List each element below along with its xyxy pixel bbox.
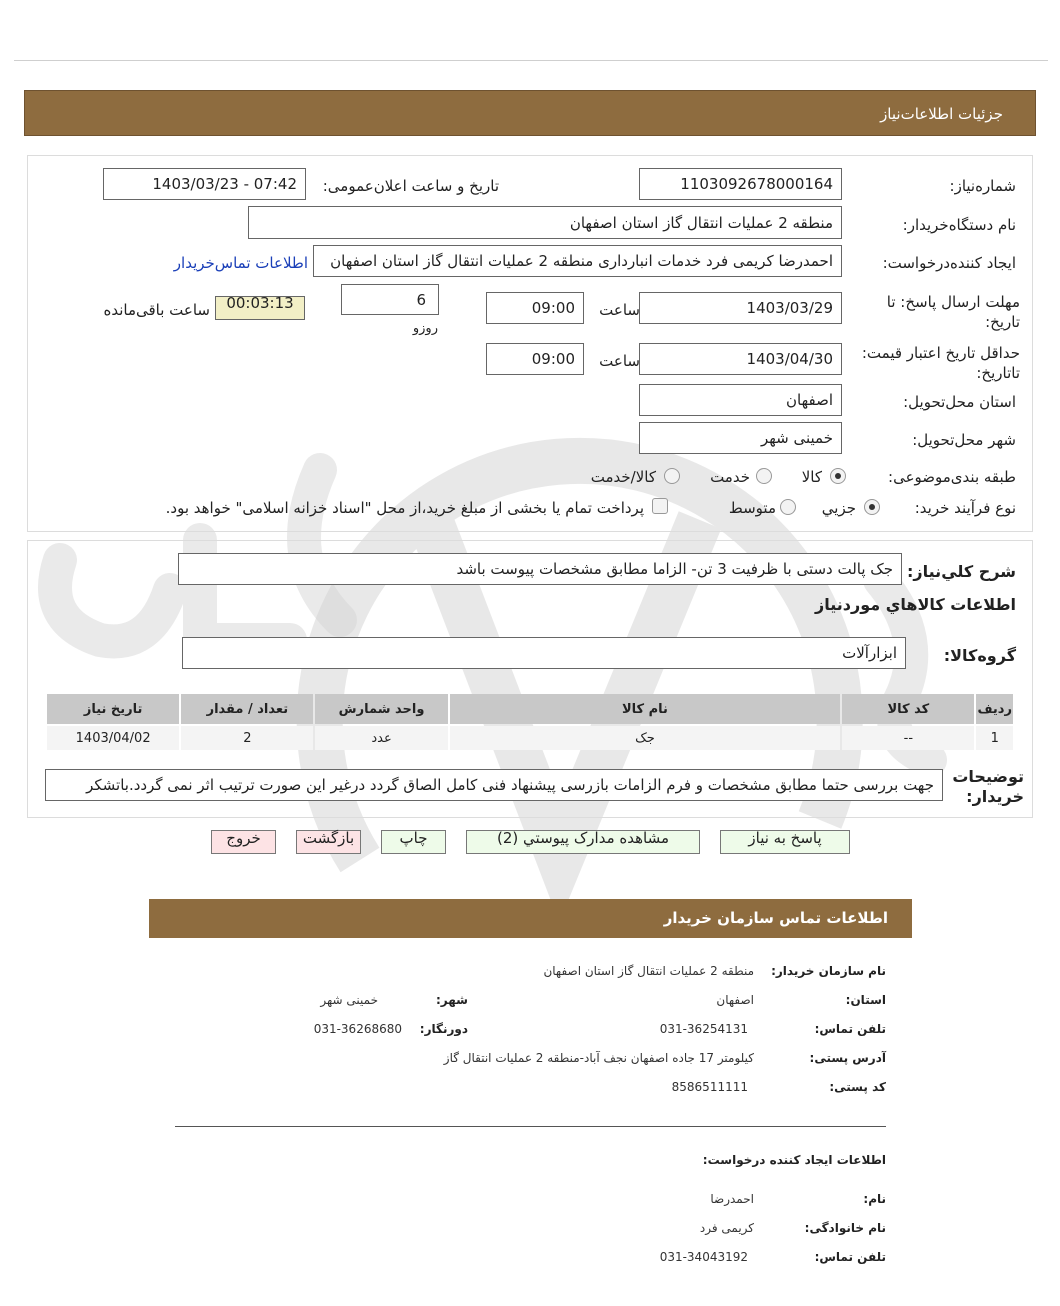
treasury-payment-note: پرداخت تمام یا بخشی از مبلغ خرید،از محل "اسناد خزانه اسلامی" خواهد بود. [165, 499, 644, 517]
contact-fax: 031-36268680 [313, 1022, 402, 1036]
col-name: نام کالا [450, 694, 841, 724]
creator-family: کریمی فرد [699, 1221, 754, 1235]
group-label: گروه‌کالا: [943, 646, 1016, 665]
summary-label: شرح کلي‌نیاز: [907, 562, 1016, 581]
validity-time-field: 09:00 [486, 343, 584, 375]
validity-time-label: ساعت [599, 352, 640, 370]
exit-button[interactable]: خروج [211, 830, 276, 854]
goods-info-title: اطلاعات کالاهاي موردنیاز [815, 595, 1016, 614]
notes-field: جهت بررسی حتما مطابق مشخصات و فرم الزامات بازرسی پیشنهاد فنی کامل الصاق گردد درغیر این صورت ترتیب اثر نمی گردد.باتشکر [45, 769, 943, 801]
buyer-contact-link[interactable]: اطلاعات تماس‌خریدار [173, 254, 308, 272]
print-button[interactable]: چاپ [381, 830, 446, 854]
col-unit: واحد شمارش [315, 694, 447, 724]
items-table [45, 692, 1015, 752]
process-option-medium: متوسط [728, 499, 776, 517]
notes-label: توضیحات خریدار: [952, 767, 1024, 806]
remaining-timer: 00:03:13 [215, 296, 305, 320]
process-option-minor: جزیي [821, 499, 856, 517]
deadline-label: مهلت ارسال پاسخ: تا تاریخ: [886, 293, 1020, 331]
group-field: ابزارآلات [182, 637, 906, 669]
announce-field: 1403/03/23 - 07:42 [103, 168, 306, 200]
treasury-payment-checkbox[interactable] [652, 498, 668, 514]
page-title: جزئیات اطلاعات‌نیاز [880, 105, 1003, 123]
page-header [24, 90, 1036, 136]
creator-name-label: نام: [863, 1192, 886, 1206]
category-radio-both[interactable] [664, 468, 680, 484]
cell-name: جک [450, 726, 841, 750]
creator-phone: 031-34043192 [659, 1250, 748, 1264]
reply-button[interactable]: پاسخ به نیاز [720, 830, 850, 854]
contact-phone: 031-36254131 [659, 1022, 748, 1036]
col-date: تاریخ نیاز [47, 694, 179, 724]
contact-address-label: آدرس پستی: [809, 1051, 886, 1065]
contact-title: اطلاعات تماس سازمان خریدار [663, 909, 888, 927]
category-radio-goods[interactable] [830, 468, 846, 484]
col-qty: تعداد / مقدار [181, 694, 313, 724]
contact-fax-label: دورنگار: [419, 1022, 468, 1036]
contact-divider [175, 1126, 886, 1127]
cell-row: 1 [976, 726, 1013, 750]
creator-family-label: نام خانوادگی: [804, 1221, 886, 1235]
cell-code: -- [842, 726, 974, 750]
validity-date-field: 1403/04/30 [639, 343, 842, 375]
creator-name: احمدرضا [710, 1192, 754, 1206]
process-radio-medium[interactable] [780, 499, 796, 515]
contact-postal-label: کد پستی: [829, 1080, 886, 1094]
province-field: اصفهان [639, 384, 842, 416]
creator-info-title: اطلاعات ایجاد کننده درخواست: [702, 1153, 886, 1167]
need-number-label: شماره‌نیاز: [949, 177, 1016, 195]
category-option-both: کالا/خدمت [590, 468, 656, 486]
contact-province: اصفهان [716, 993, 754, 1007]
process-label: نوع فرآیند خرید: [914, 499, 1016, 517]
items-table-header [47, 694, 1013, 724]
contact-city: خمینی شهر [320, 993, 378, 1007]
creator-field: احمدرضا کریمی فرد خدمات انبارداری منطقه 2 عملیات انتقال گاز استان اصفهان [313, 245, 842, 277]
buyer-org-label: نام دستگاه‌خریدار: [902, 216, 1016, 234]
contact-postal: 8586511111 [671, 1080, 748, 1094]
days-label: روزو [412, 321, 438, 336]
deadline-date-field: 1403/03/29 [639, 292, 842, 324]
remaining-label: ساعت باقی‌مانده [103, 301, 210, 319]
contact-org-label: نام سازمان خریدار: [771, 964, 886, 978]
category-option-goods: کالا [801, 468, 822, 486]
summary-field: جک پالت دستی با ظرفیت 3 تن- الزاما مطابق مشخصات پیوست باشد [178, 553, 902, 585]
contact-header [149, 899, 912, 938]
contact-address: کیلومتر 17 جاده اصفهان نجف آباد-منطقه 2 عملیات انتقال گاز [443, 1051, 754, 1065]
city-label: شهر محل‌تحویل: [912, 431, 1016, 449]
top-divider [14, 60, 1048, 61]
category-radio-service[interactable] [756, 468, 772, 484]
announce-label: تاریخ و ساعت اعلان‌عمومی: [322, 177, 499, 195]
city-field: خمینی شهر [639, 422, 842, 454]
creator-label: ایجاد کننده‌درخواست: [882, 254, 1016, 272]
days-field: 6 [341, 284, 439, 315]
category-label: طبقه بندی‌موضوعی: [888, 468, 1016, 486]
contact-org: منطقه 2 عملیات انتقال گاز استان اصفهان [543, 964, 754, 978]
province-label: استان محل‌تحویل: [903, 393, 1016, 411]
contact-province-label: استان: [845, 993, 886, 1007]
back-button[interactable]: بازگشت [296, 830, 361, 854]
cell-date: 1403/04/02 [47, 726, 179, 750]
deadline-time-label: ساعت [599, 301, 640, 319]
creator-phone-label: تلفن تماس: [814, 1250, 886, 1264]
contact-phone-label: تلفن تماس: [814, 1022, 886, 1036]
need-number-field: 1103092678000164 [639, 168, 842, 200]
col-code: کد کالا [842, 694, 974, 724]
cell-qty: 2 [181, 726, 313, 750]
category-option-service: خدمت [710, 468, 750, 486]
validity-label: حداقل تاریخ اعتبار قیمت: تاتاریخ: [861, 344, 1020, 382]
cell-unit: عدد [315, 726, 447, 750]
process-radio-minor[interactable] [864, 499, 880, 515]
buyer-org-field: منطقه 2 عملیات انتقال گاز استان اصفهان [248, 206, 842, 239]
attachments-button[interactable]: مشاهده مدارک پیوستي (2) [466, 830, 700, 854]
deadline-time-field: 09:00 [486, 292, 584, 324]
col-row: ردیف [976, 694, 1013, 724]
contact-city-label: شهر: [436, 993, 468, 1007]
table-row [47, 726, 1013, 750]
